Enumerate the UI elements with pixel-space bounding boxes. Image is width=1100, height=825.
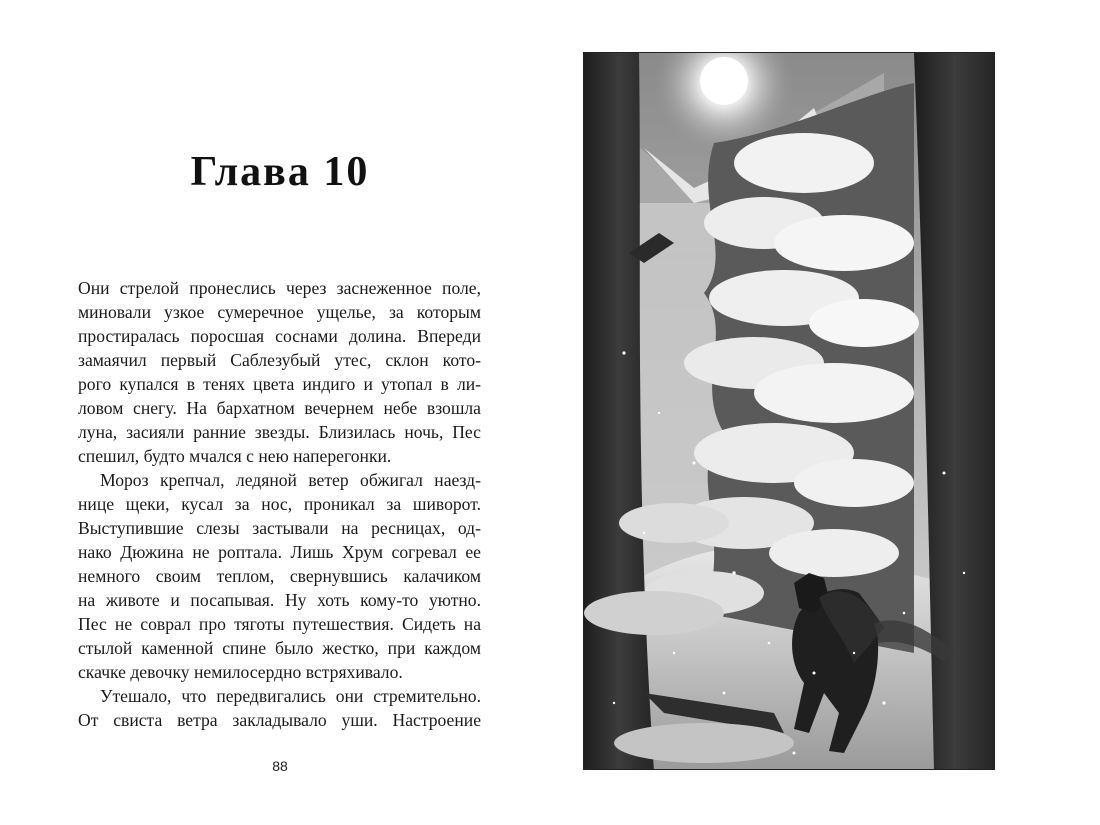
text-line: Утешало, что передвигались они стремительно. <box>100 686 481 706</box>
text-line: спешил, будто мчался с нею наперегонки. <box>78 446 392 466</box>
text-line: нако Дюжина не роптала. Лишь Хрум согревал ее <box>78 542 481 562</box>
text-line: Выступившие слезы застывали на ресницах, од- <box>78 518 481 538</box>
text-line: ловом снегу. На бархатном вечернем небе взошла <box>78 398 481 418</box>
paragraph <box>78 684 481 732</box>
paragraph <box>78 276 481 468</box>
text-line: миновали узкое сумеречное ущелье, за которым <box>78 302 481 322</box>
forest-illustration <box>583 52 995 770</box>
paragraph <box>78 468 481 684</box>
text-line: на животе и посапывая. Ну хоть кому-то уютно. <box>78 590 481 610</box>
text-line: нице щеки, кусал за нос, проникал за шиворот. <box>78 494 481 514</box>
text-line: немного своим теплом, свернувшись калачиком <box>78 566 481 586</box>
text-line: простиралась поросшая соснами долина. Впереди <box>78 326 481 346</box>
illustration-svg <box>584 53 995 770</box>
text-line: Мороз крепчал, ледяной ветер обжигал наезд- <box>100 470 481 490</box>
text-line: замаячил первый Саблезубый утес, склон кото- <box>78 350 481 370</box>
chapter-title: Глава 10 <box>190 149 370 195</box>
text-line: луна, засияли ранние звезды. Близилась ночь, Пес <box>78 422 481 442</box>
text-line: Пес не соврал про тяготы путешествия. Сидеть на <box>78 614 481 634</box>
text-line: скачке девочку немилосердно встряхивало. <box>78 662 403 682</box>
moon <box>700 57 748 105</box>
body-text <box>78 276 481 732</box>
page-number: 88 <box>272 758 288 774</box>
text-line: стылой каменной спине было жестко, при каждом <box>78 638 481 658</box>
text-line: Они стрелой пронеслись через заснеженное поле, <box>78 278 481 298</box>
text-line: рого купался в тенях цвета индиго и утопал в ли- <box>78 374 481 394</box>
text-line: От свиста ветра закладывало уши. Настроение <box>78 710 481 730</box>
